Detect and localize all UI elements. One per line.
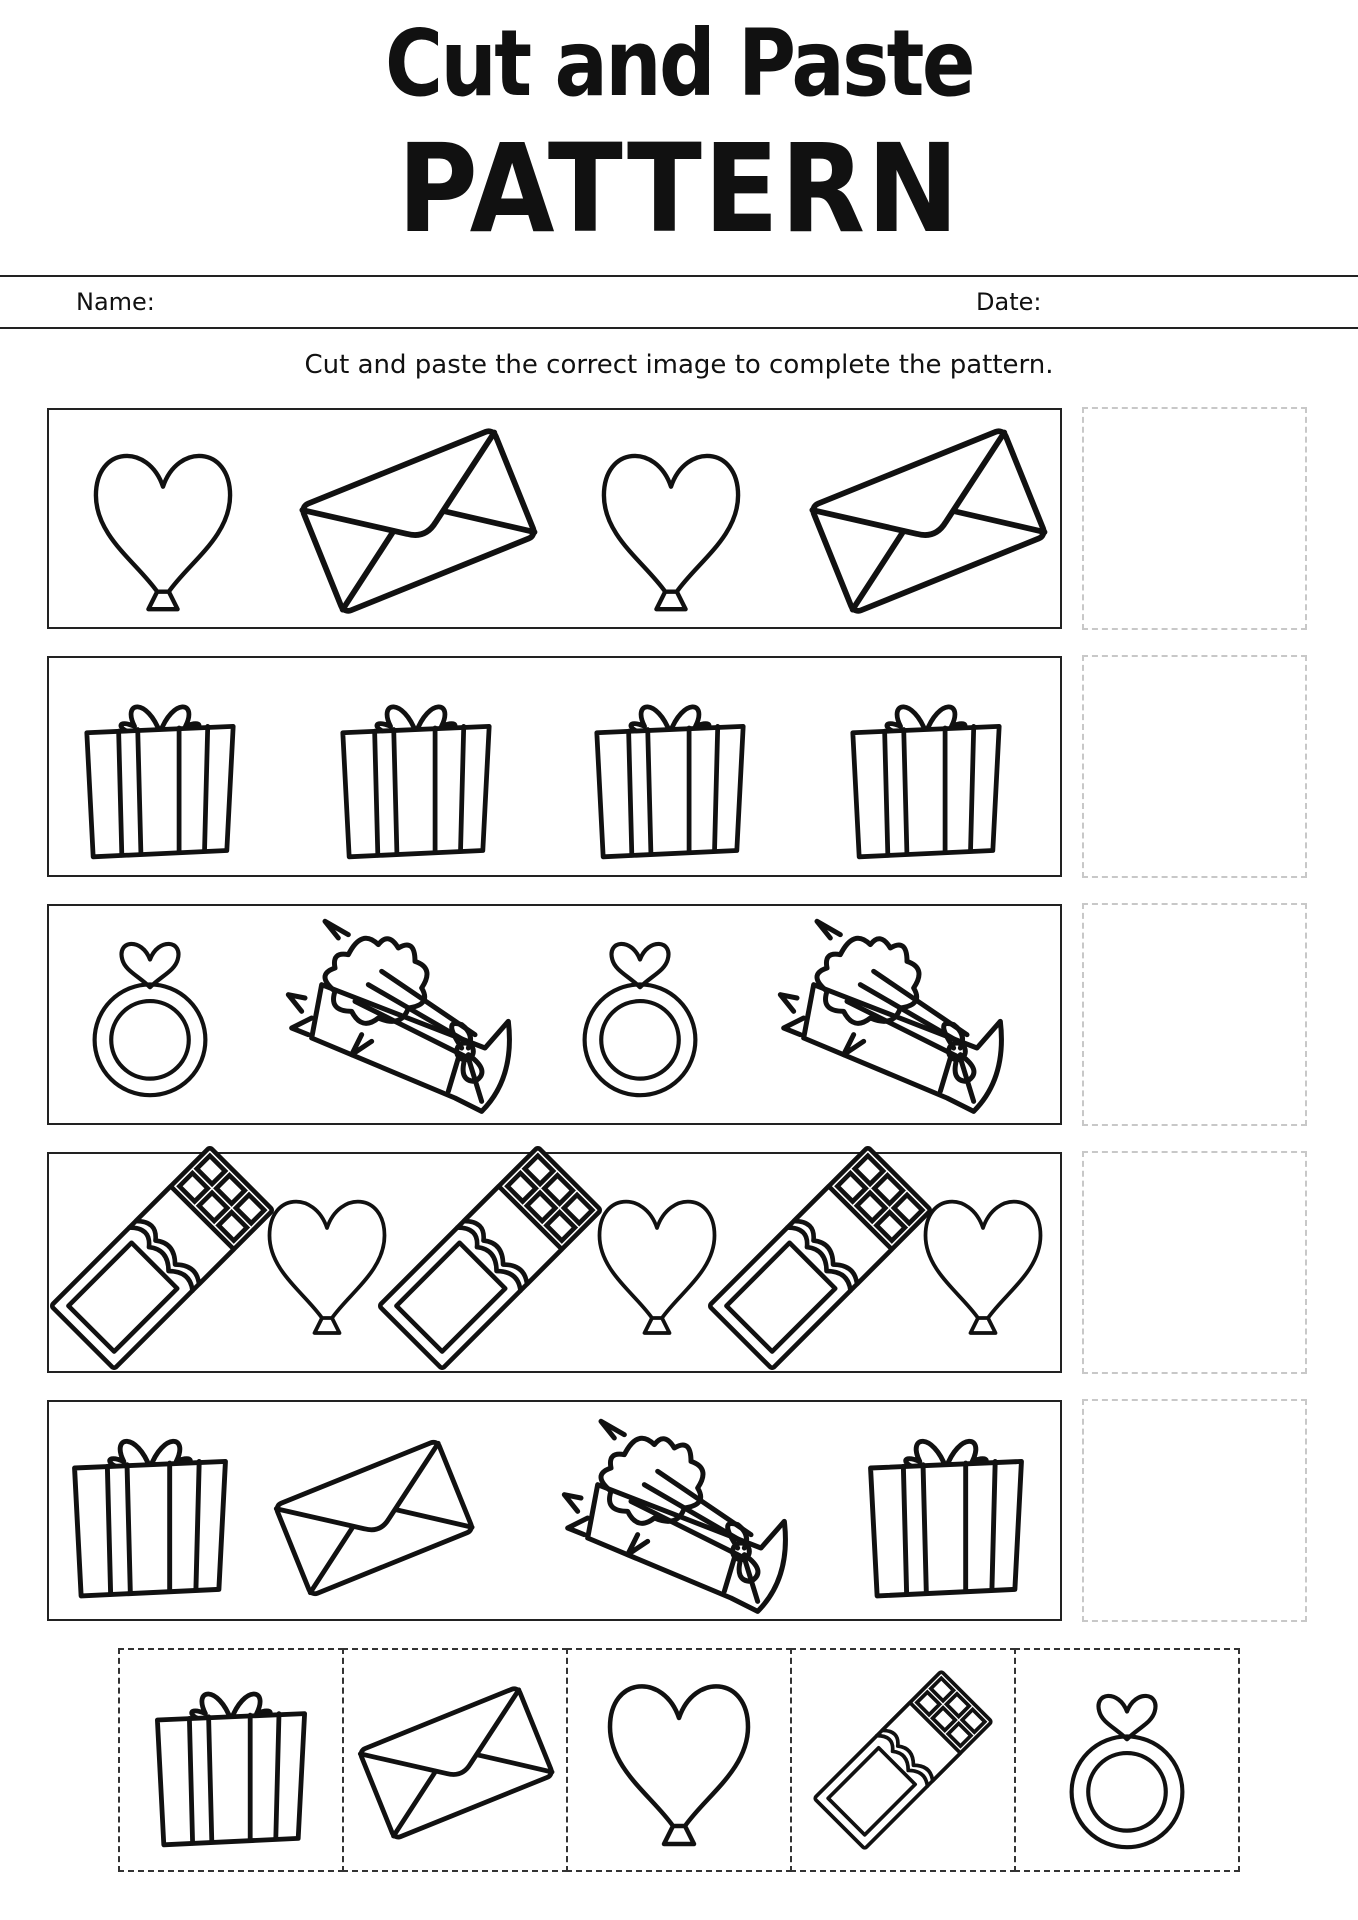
heart-balloon-icon (599, 1670, 759, 1850)
heart-balloon-icon (78, 440, 248, 615)
ring-icon (1047, 1670, 1207, 1850)
chocolate-bar-icon (720, 1158, 920, 1358)
gift-box-icon (151, 1670, 311, 1850)
divider-top (0, 275, 1358, 277)
gift-box-icon (68, 1418, 232, 1600)
ring-icon (562, 918, 718, 1098)
gift-box-icon (80, 685, 240, 860)
envelope-icon (812, 430, 1042, 605)
envelope-icon (276, 1430, 470, 1600)
instruction-text: Cut and paste the correct image to complete the pattern. (304, 350, 1054, 380)
heart-balloon-icon (262, 1188, 392, 1338)
heart-balloon-icon (918, 1188, 1048, 1338)
paste-slot[interactable] (1082, 1151, 1307, 1374)
heart-balloon-icon (586, 440, 756, 615)
gift-box-icon (864, 1418, 1028, 1600)
heart-balloon-icon (592, 1188, 722, 1338)
envelope-icon (302, 430, 532, 605)
divider-bottom (0, 327, 1358, 329)
bouquet-icon (270, 918, 540, 1118)
date-label: Date: (976, 288, 1042, 316)
bouquet-icon (546, 1418, 816, 1618)
paste-slot[interactable] (1082, 903, 1307, 1126)
gift-box-icon (336, 685, 496, 860)
chocolate-bar-icon (62, 1158, 262, 1358)
chocolate-bar-icon (390, 1158, 590, 1358)
title-line-1: Cut and Paste (385, 10, 973, 117)
paste-slot[interactable] (1082, 407, 1307, 630)
gift-box-icon (846, 685, 1006, 860)
gift-box-icon (590, 685, 750, 860)
bouquet-icon (762, 918, 1032, 1118)
name-label: Name: (76, 288, 155, 316)
title-line-2: PATTERN (397, 118, 961, 260)
paste-slot[interactable] (1082, 1399, 1307, 1622)
envelope-icon (360, 1685, 550, 1835)
chocolate-bar-icon (823, 1670, 983, 1850)
paste-slot[interactable] (1082, 655, 1307, 878)
ring-icon (72, 918, 228, 1098)
